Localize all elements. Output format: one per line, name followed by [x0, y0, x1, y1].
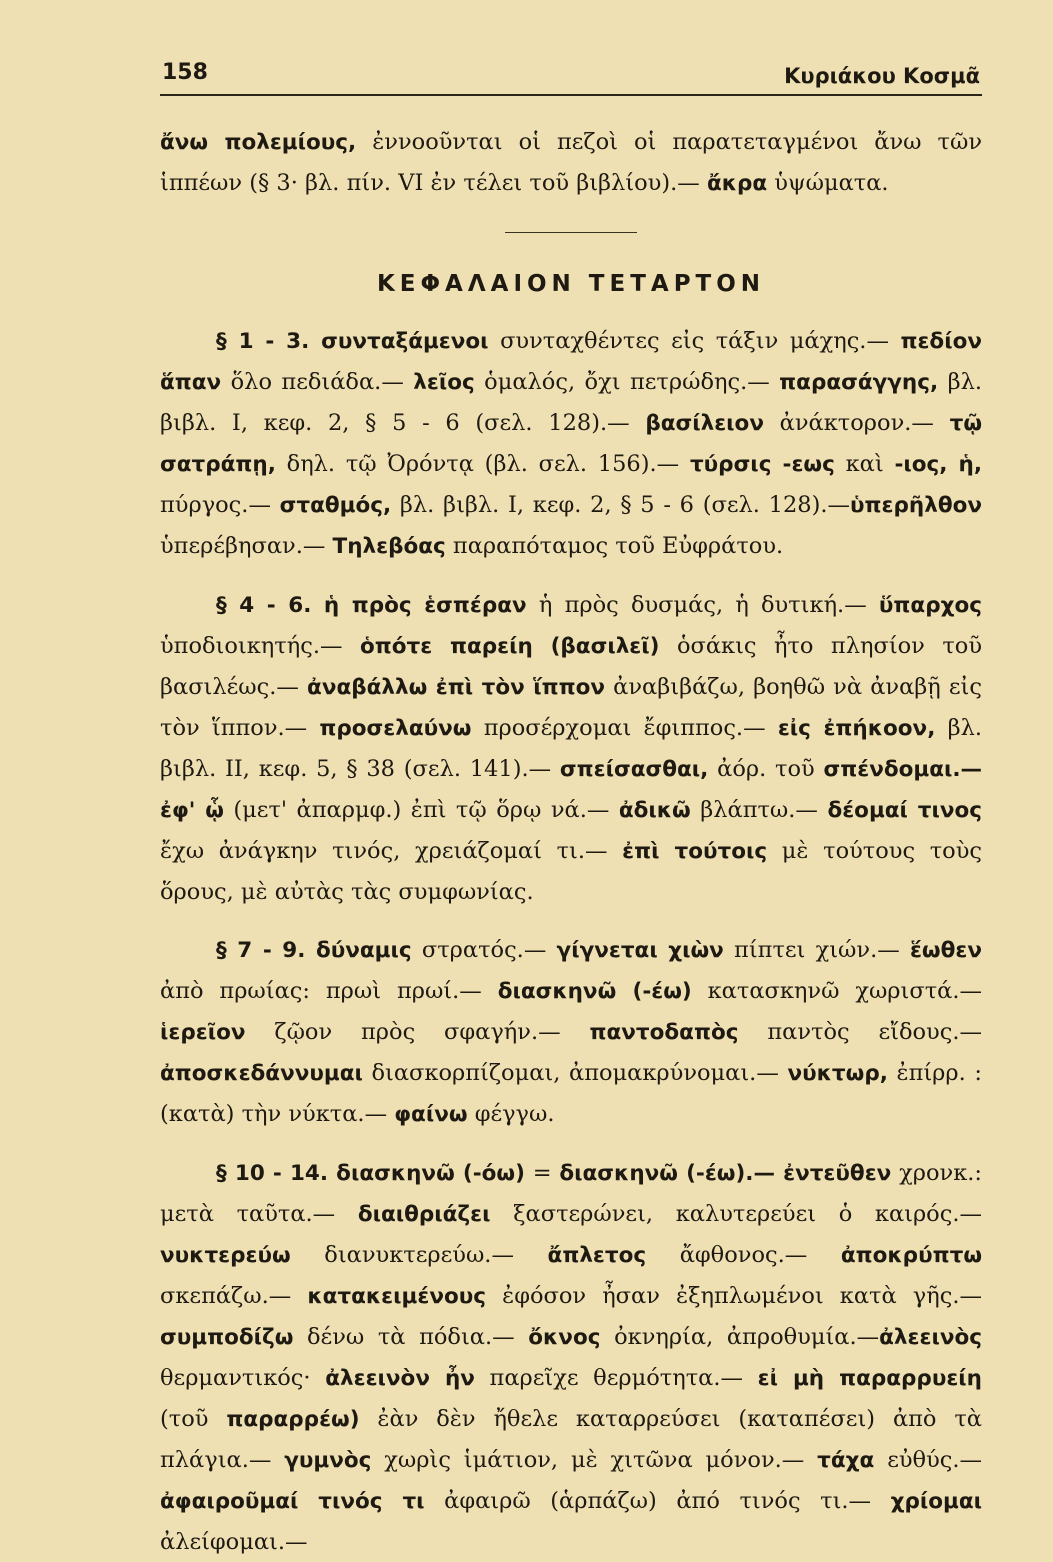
gloss-text: συνταχθέντες εἰς τάξιν μάχης.—	[488, 328, 901, 354]
gloss-text: ὅλο πεδιάδα.—	[221, 369, 414, 395]
chapter-title: ΚΕΦΑΛΑΙΟΝ ΤΕΤΑΡΤΟΝ	[376, 271, 766, 297]
gloss-text: χωρὶς ἱμάτιον, μὲ χιτῶνα μόνον.—	[371, 1447, 818, 1473]
lemma-term: ἄκρα	[706, 171, 768, 196]
lemma-term: ἀφαιροῦμαί τινός τι	[160, 1489, 425, 1514]
lemma-term: τάχα	[817, 1448, 875, 1473]
gloss-text: πύργος.—	[160, 492, 280, 518]
gloss-text: ἄφθονος.—	[646, 1242, 841, 1268]
gloss-text: βλάπτω.—	[690, 797, 828, 823]
lemma-term: σπένδομαι.—ἐφ' ᾧ	[160, 757, 983, 823]
lemma-term: ἀναβάλλω ἐπὶ τὸν ἵππον	[307, 675, 606, 700]
gloss-text: ὁσάκις ἦτο πλησίον τοῦ βασιλέως.—	[160, 633, 982, 700]
lemma-term: ἀλεεινὸν ἦν	[325, 1366, 475, 1391]
lemma-term: ἀποκρύπτω	[840, 1243, 983, 1268]
gloss-text: στρατός.—	[411, 937, 557, 963]
gloss-text: =	[524, 1160, 560, 1186]
gloss-text: δένω τὰ πόδια.—	[293, 1324, 529, 1350]
running-header	[160, 58, 982, 96]
section-paragraph	[160, 585, 982, 912]
lemma-term: τύρσις -εως	[689, 452, 835, 477]
gloss-text: ἐφόσον ἦσαν ἐξηπλωμένοι κατὰ γῆς.—	[486, 1283, 982, 1309]
lemma-term: § 4 - 6. ἡ πρὸς ἑσπέραν	[216, 593, 527, 618]
text-body	[160, 122, 982, 1562]
lemma-term: ἄπλετος	[547, 1243, 647, 1268]
lemma-term: προσελαύνω	[319, 716, 472, 741]
gloss-text: φέγγω.	[467, 1101, 555, 1127]
gloss-text: ἀφαιρῶ (ἁρπάζω) ἀπό τινός τι.—	[424, 1488, 891, 1514]
lemma-term: ὑπερῆλθον	[850, 493, 983, 518]
chapter-divider	[505, 232, 637, 233]
gloss-text: ἔχω ἀνάγκην τινός, χρειάζομαί τι.—	[160, 838, 623, 864]
lemma-term: -ιος, ἡ,	[894, 452, 982, 477]
lemma-term: κατακειμένους	[307, 1284, 486, 1309]
gloss-text: πίπτει χιών.—	[723, 937, 910, 963]
lemma-term: γίγνεται χιὼν	[556, 938, 724, 963]
gloss-text: ὑπερέβησαν.—	[160, 533, 333, 559]
lemma-term: διασκηνῶ (-έω)	[497, 979, 692, 1004]
lemma-term: § 7 - 9. δύναμις	[216, 938, 412, 963]
gloss-text: παραπόταμος τοῦ Εὐφράτου.	[445, 533, 784, 559]
lemma-term: νυκτερεύω	[160, 1243, 291, 1268]
lemma-term: ἄνω πολεμίους,	[160, 130, 357, 155]
gloss-text: ἐπίρρ. : (κατὰ) τὴν νύκτα.—	[160, 1060, 982, 1127]
gloss-text: διανυκτερεύω.—	[290, 1242, 548, 1268]
gloss-text: βλ. βιβλ. ΙΙ, κεφ. 5, § 38 (σελ. 141).—	[160, 715, 983, 782]
lemma-term: ὁπότε παρείη (βασιλεῖ)	[359, 634, 660, 659]
lemma-term: διαιθριάζει	[357, 1202, 491, 1227]
gloss-text: ἀναβιβάζω, βοηθῶ νὰ ἀναβῇ εἰς τὸν ἵππον.—	[160, 674, 982, 741]
lemma-term: διασκηνῶ (-έω).— ἐντεῦθεν	[559, 1161, 892, 1186]
gloss-text: διασκορπίζομαι, ἀπομακρύνομαι.—	[362, 1060, 788, 1086]
section-paragraph	[160, 1153, 982, 1562]
gloss-text: χρονκ.: μετὰ ταῦτα.—	[160, 1160, 982, 1227]
gloss-text: ἀλείφομαι.—	[160, 1529, 308, 1555]
lemma-term: ἕωθεν	[909, 938, 982, 963]
gloss-text: ἀόρ. τοῦ	[708, 756, 824, 782]
section-paragraph	[160, 930, 982, 1135]
gloss-text: ξαστερώνει, καλυτερεύει ὁ καιρός.—	[490, 1201, 982, 1227]
lemma-term: γυμνὸς	[284, 1448, 372, 1473]
lemma-term: σπείσασθαι,	[559, 757, 709, 782]
lemma-term: λεῖος	[413, 370, 475, 395]
lemma-term: § 1 - 3. συνταξάμενοι	[216, 329, 489, 354]
gloss-text: παρεῖχε θερμότητα.—	[474, 1365, 758, 1391]
section-paragraph	[160, 321, 982, 567]
page-number: 158	[162, 60, 208, 85]
gloss-text: παντὸς εἴδους.—	[738, 1019, 982, 1045]
gloss-text: βλ. βιβλ. Ι, κεφ. 2, § 5 - 6 (σελ. 128).—	[391, 492, 851, 518]
lemma-term: παρασάγγης,	[779, 370, 939, 395]
lemma-term: παντοδαπὸς	[589, 1020, 739, 1045]
lemma-term: συμποδίζω	[160, 1325, 294, 1350]
gloss-text: ὁμαλός, ὄχι πετρώδης.—	[474, 369, 780, 395]
gloss-text: δηλ. τῷ Ὀρόντᾳ (βλ. σελ. 156).—	[275, 451, 690, 477]
gloss-text: ὑποδιοικητής.—	[160, 633, 360, 659]
gloss-text: (τοῦ	[160, 1406, 227, 1432]
lemma-term: ὕπαρχος	[878, 593, 982, 618]
lemma-term: εἰς ἐπήκοον,	[777, 716, 936, 741]
lemma-term: παραρρέω)	[226, 1407, 360, 1432]
lemma-term: χρίομαι	[890, 1489, 983, 1514]
gloss-text: προσέρχομαι ἔφιππος.—	[471, 715, 778, 741]
gloss-text: εὐθύς.—	[874, 1447, 983, 1473]
gloss-text: ὑψώματα.	[767, 170, 889, 196]
lemma-term: ἀλεεινὸς	[879, 1325, 982, 1350]
gloss-text: ἐὰν δὲν ἤθελε καταρρεύσει (καταπέσει) ἀπὸ τὰ πλάγια.—	[160, 1406, 982, 1473]
lemma-term: πεδίον ἅπαν	[160, 329, 982, 395]
gloss-text: καὶ	[834, 451, 895, 477]
lemma-term: εἰ μὴ παραρρυείη	[757, 1366, 982, 1391]
running-title: Κυριάκου Κοσμᾶ	[784, 64, 980, 88]
lemma-term: βασίλειον	[645, 411, 764, 436]
gloss-text: θερμαντικός·	[160, 1365, 326, 1391]
gloss-text: ζῷον πρὸς σφαγήν.—	[245, 1019, 590, 1045]
gloss-text: (μετ' ἀπαρμφ.) ἐπὶ τῷ ὅρῳ νά.—	[223, 797, 619, 823]
gloss-text: ἐννοοῦνται οἱ πεζοὶ οἱ παρατεταγμένοι ἄνω τῶν ἱππέων (§ 3· βλ. πίν. VI ἐν τέλει τοῦ βιβλίου).—	[160, 129, 982, 196]
gloss-text: ἡ πρὸς δυσμάς, ἡ δυτική.—	[526, 592, 879, 618]
lemma-term: ἐπὶ τούτοις	[622, 839, 768, 864]
gloss-text: ἀνάκτορον.—	[763, 410, 950, 436]
lemma-term: νύκτωρ,	[787, 1061, 888, 1086]
lemma-term: φαίνω	[394, 1102, 468, 1127]
lemma-term: ἱερεῖον	[160, 1020, 246, 1045]
gloss-text: βλ. βιβλ. Ι, κεφ. 2, § 5 - 6 (σελ. 128).—	[160, 369, 982, 436]
gloss-text: σκεπάζω.—	[160, 1283, 308, 1309]
gloss-text: ὀκνηρία, ἀπροθυμία.—	[600, 1324, 880, 1350]
gloss-text: μὲ τούτους τοὺς ὅρους, μὲ αὐτὰς τὰς συμφωνίας.	[160, 838, 983, 905]
lemma-term: τῷ σατράπῃ,	[160, 411, 983, 477]
lemma-term: Τηλεβόας	[332, 534, 446, 559]
lemma-term: ὄκνος	[528, 1325, 601, 1350]
lemma-term: ἀποσκεδάννυμαι	[160, 1061, 363, 1086]
gloss-text: ἀπὸ πρωίας: πρωὶ πρωί.—	[160, 978, 498, 1004]
lemma-term: § 10 - 14. διασκηνῶ (-όω)	[216, 1161, 525, 1186]
gloss-text: κατασκηνῶ χωριστά.—	[691, 978, 983, 1004]
lemma-term: σταθμός,	[279, 493, 392, 518]
lemma-term: δέομαί τινος	[827, 798, 982, 823]
lemma-term: ἀδικῶ	[618, 798, 691, 823]
intro-paragraph	[160, 122, 982, 204]
